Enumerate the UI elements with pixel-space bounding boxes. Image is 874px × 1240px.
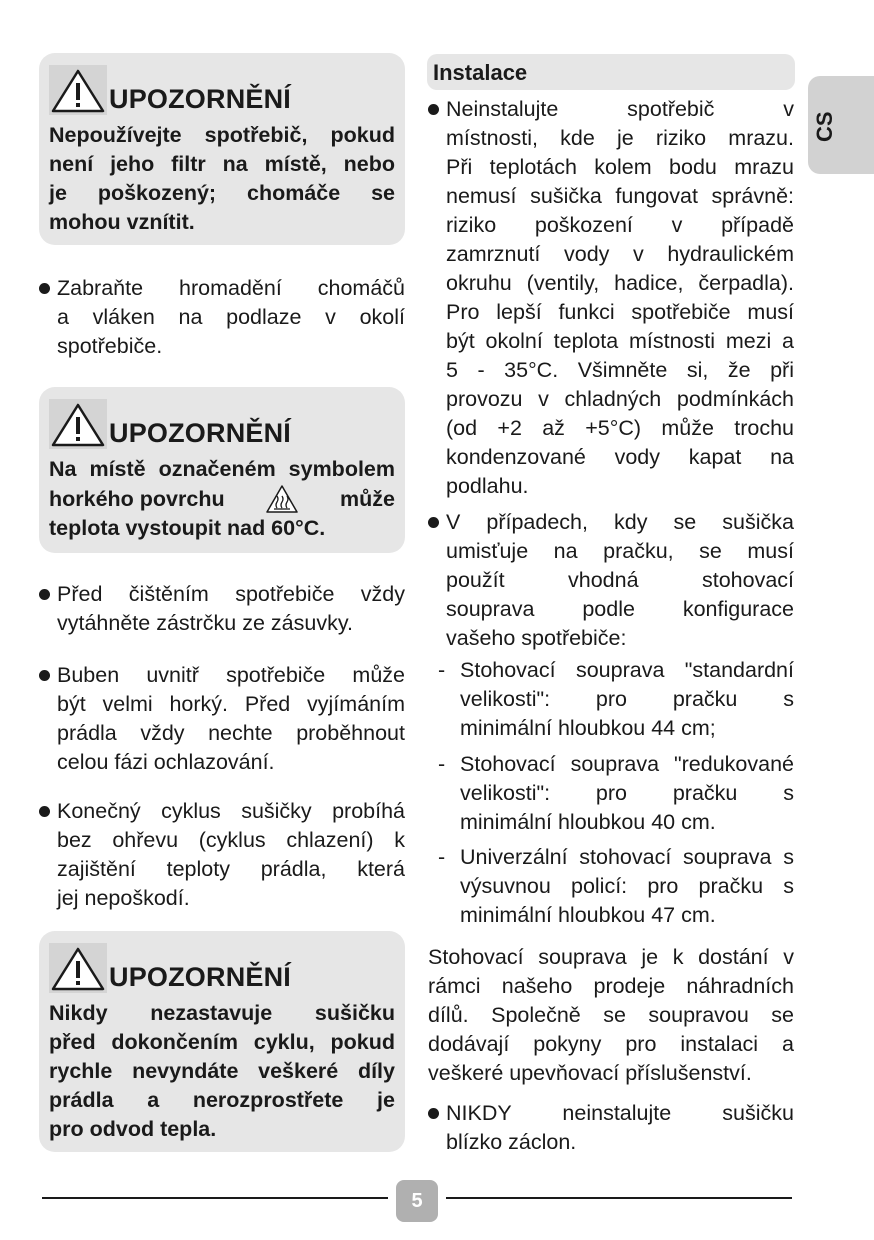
section-title: Instalace xyxy=(433,60,528,85)
bullet-dot-icon xyxy=(39,670,50,681)
dash-line: minimální hloubkou 47 cm. xyxy=(460,903,716,927)
language-tab-label: CS xyxy=(812,111,837,142)
bullet-line: blízko záclon. xyxy=(446,1130,577,1154)
bullet-item xyxy=(428,95,794,501)
bullet-dot-icon xyxy=(39,589,50,600)
warning-box-2 xyxy=(39,387,405,553)
bullet-line: použít vhodná stohovací xyxy=(446,568,794,592)
page-number: 5 xyxy=(396,1180,438,1222)
warning-line: Na místě označeném symbolem xyxy=(49,457,395,481)
bullet-line: podlahu. xyxy=(446,474,529,498)
bullet-line: zajištění teploty prádla, která xyxy=(57,857,405,881)
paragraph xyxy=(428,943,794,1088)
bullet-item xyxy=(39,797,405,913)
bullet-dot-icon xyxy=(428,517,439,528)
paragraph-line: Stohovací souprava je k dostání v xyxy=(428,945,794,969)
bullet-item xyxy=(39,661,405,777)
bullet-line: okruhu (ventily, hadice, čerpadla). xyxy=(446,271,794,295)
warning-line: je poškozený; chomáče se xyxy=(49,181,395,205)
dash-line: minimální hloubkou 40 cm. xyxy=(460,810,716,834)
paragraph-line: veškeré upevňovací příslušenství. xyxy=(428,1061,752,1085)
bullet-line: být okolní teplota místnosti mezi a xyxy=(446,329,794,353)
dash-line: Stohovací souprava "redukované xyxy=(460,752,794,776)
bullet-line: Zabraňte hromadění chomáčů xyxy=(57,276,405,300)
warning-title: UPOZORNĚNÍ xyxy=(109,962,292,992)
bullet-line: vytáhněte zástrčku ze zásuvky. xyxy=(57,611,353,635)
dash-item xyxy=(428,750,794,837)
dash-line: Stohovací souprava "standardní xyxy=(460,658,794,682)
paragraph-line: rámci našeho prodeje náhradních xyxy=(428,974,794,998)
warning-line: mohou vznítit. xyxy=(49,210,195,234)
warning-line: není jeho filtr na místě, nebo xyxy=(49,152,395,176)
dash-line: velikosti": pro pračku s xyxy=(460,781,794,805)
dash-mark: - xyxy=(438,752,446,776)
dash-line: Univerzální stohovací souprava s xyxy=(460,845,794,869)
warning-line: teplota vystoupit nad 60°C. xyxy=(49,516,326,540)
bullet-line: provozu v chladných podmínkách xyxy=(446,387,794,411)
warning-triangle-icon xyxy=(49,399,107,449)
warning-triangle-icon xyxy=(49,943,107,993)
bullet-line: Při teplotách kolem bodu mrazu xyxy=(446,155,794,179)
warning-line-part: horkého povrchu xyxy=(49,486,225,511)
warning-header xyxy=(49,395,395,449)
warning-line xyxy=(49,484,395,514)
section-title-bar xyxy=(427,54,795,90)
warning-text xyxy=(49,999,395,1144)
paragraph-line: dílů. Společně se soupravou se xyxy=(428,1003,794,1027)
warning-line: Nepoužívejte spotřebič, pokud xyxy=(49,123,395,147)
warning-title: UPOZORNĚNÍ xyxy=(109,84,292,114)
bullet-item xyxy=(39,274,405,361)
bullet-dot-icon xyxy=(428,104,439,115)
dash-mark: - xyxy=(438,845,446,869)
bullet-line: prádla vždy nechte proběhnout xyxy=(57,721,405,745)
warning-line: před dokončením cyklu, pokud xyxy=(49,1030,395,1054)
bullet-line: kondenzované vody kapat na xyxy=(446,445,794,469)
warning-line: Nikdy nezastavuje sušičku xyxy=(49,1001,395,1025)
warning-triangle-icon xyxy=(49,65,107,115)
bullet-line: celou fázi ochlazování. xyxy=(57,750,275,774)
dash-item xyxy=(428,843,794,930)
bullet-item xyxy=(428,508,794,653)
dash-mark: - xyxy=(438,658,446,682)
bullet-line: zamrznutí vody v hydraulickém xyxy=(446,242,794,266)
bullet-line: a vláken na podlaze v okolí xyxy=(57,305,405,329)
bullet-line: nemusí sušička fungovat správně: xyxy=(446,184,794,208)
warning-line: pro odvod tepla. xyxy=(49,1117,217,1141)
warning-text xyxy=(49,121,395,237)
hot-surface-icon xyxy=(265,484,299,514)
bullet-line: V případech, kdy se sušička xyxy=(446,510,794,534)
bullet-line: Pro lepší funkci spotřebiče musí xyxy=(446,300,794,324)
bullet-line: místnosti, kde je riziko mrazu. xyxy=(446,126,794,150)
warning-header xyxy=(49,939,395,993)
bullet-item xyxy=(39,580,405,638)
paragraph-line: dodávají pokyny pro instalaci a xyxy=(428,1032,794,1056)
warning-header xyxy=(49,61,395,115)
warning-line: rychle nevyndáte veškeré díly xyxy=(49,1059,395,1083)
bullet-dot-icon xyxy=(39,806,50,817)
bullet-line: Před čištěním spotřebiče vždy xyxy=(57,582,405,606)
bullet-dot-icon xyxy=(428,1108,439,1119)
bullet-line: NIKDY neinstalujte sušičku xyxy=(446,1101,794,1125)
dash-line: minimální hloubkou 44 cm; xyxy=(460,716,716,740)
dash-line: výsuvnou policí: pro pračku s xyxy=(460,874,794,898)
bullet-line: 5 - 35°C. Všimněte si, že při xyxy=(446,358,794,382)
bullet-line: souprava podle konfigurace xyxy=(446,597,794,621)
bullet-line: bez ohřevu (cyklus chlazení) k xyxy=(57,828,405,852)
footer-rule-left xyxy=(42,1197,388,1199)
dash-line: velikosti": pro pračku s xyxy=(460,687,794,711)
warning-line-part: může xyxy=(340,486,395,511)
warning-title: UPOZORNĚNÍ xyxy=(109,418,292,448)
bullet-line: být velmi horký. Před vyjímáním xyxy=(57,692,405,716)
bullet-line: Buben uvnitř spotřebiče může xyxy=(57,663,405,687)
footer-rule-right xyxy=(446,1197,792,1199)
warning-box-1 xyxy=(39,53,405,245)
bullet-line: riziko poškození v případě xyxy=(446,213,794,237)
bullet-line: jej nepoškodí. xyxy=(57,886,190,910)
bullet-line: vašeho spotřebiče: xyxy=(446,626,627,650)
warning-text xyxy=(49,455,395,543)
bullet-line: spotřebiče. xyxy=(57,334,163,358)
warning-line: prádla a nerozprostřete je xyxy=(49,1088,395,1112)
language-tab xyxy=(808,76,874,174)
bullet-dot-icon xyxy=(39,283,50,294)
warning-box-3 xyxy=(39,931,405,1152)
bullet-line: Konečný cyklus sušičky probíhá xyxy=(57,799,405,823)
dash-item xyxy=(428,656,794,743)
bullet-line: umisťuje na pračku, se musí xyxy=(446,539,794,563)
bullet-item xyxy=(428,1099,794,1157)
bullet-line: (od +2 až +5°C) může trochu xyxy=(446,416,794,440)
bullet-line: Neinstalujte spotřebič v xyxy=(446,97,794,121)
